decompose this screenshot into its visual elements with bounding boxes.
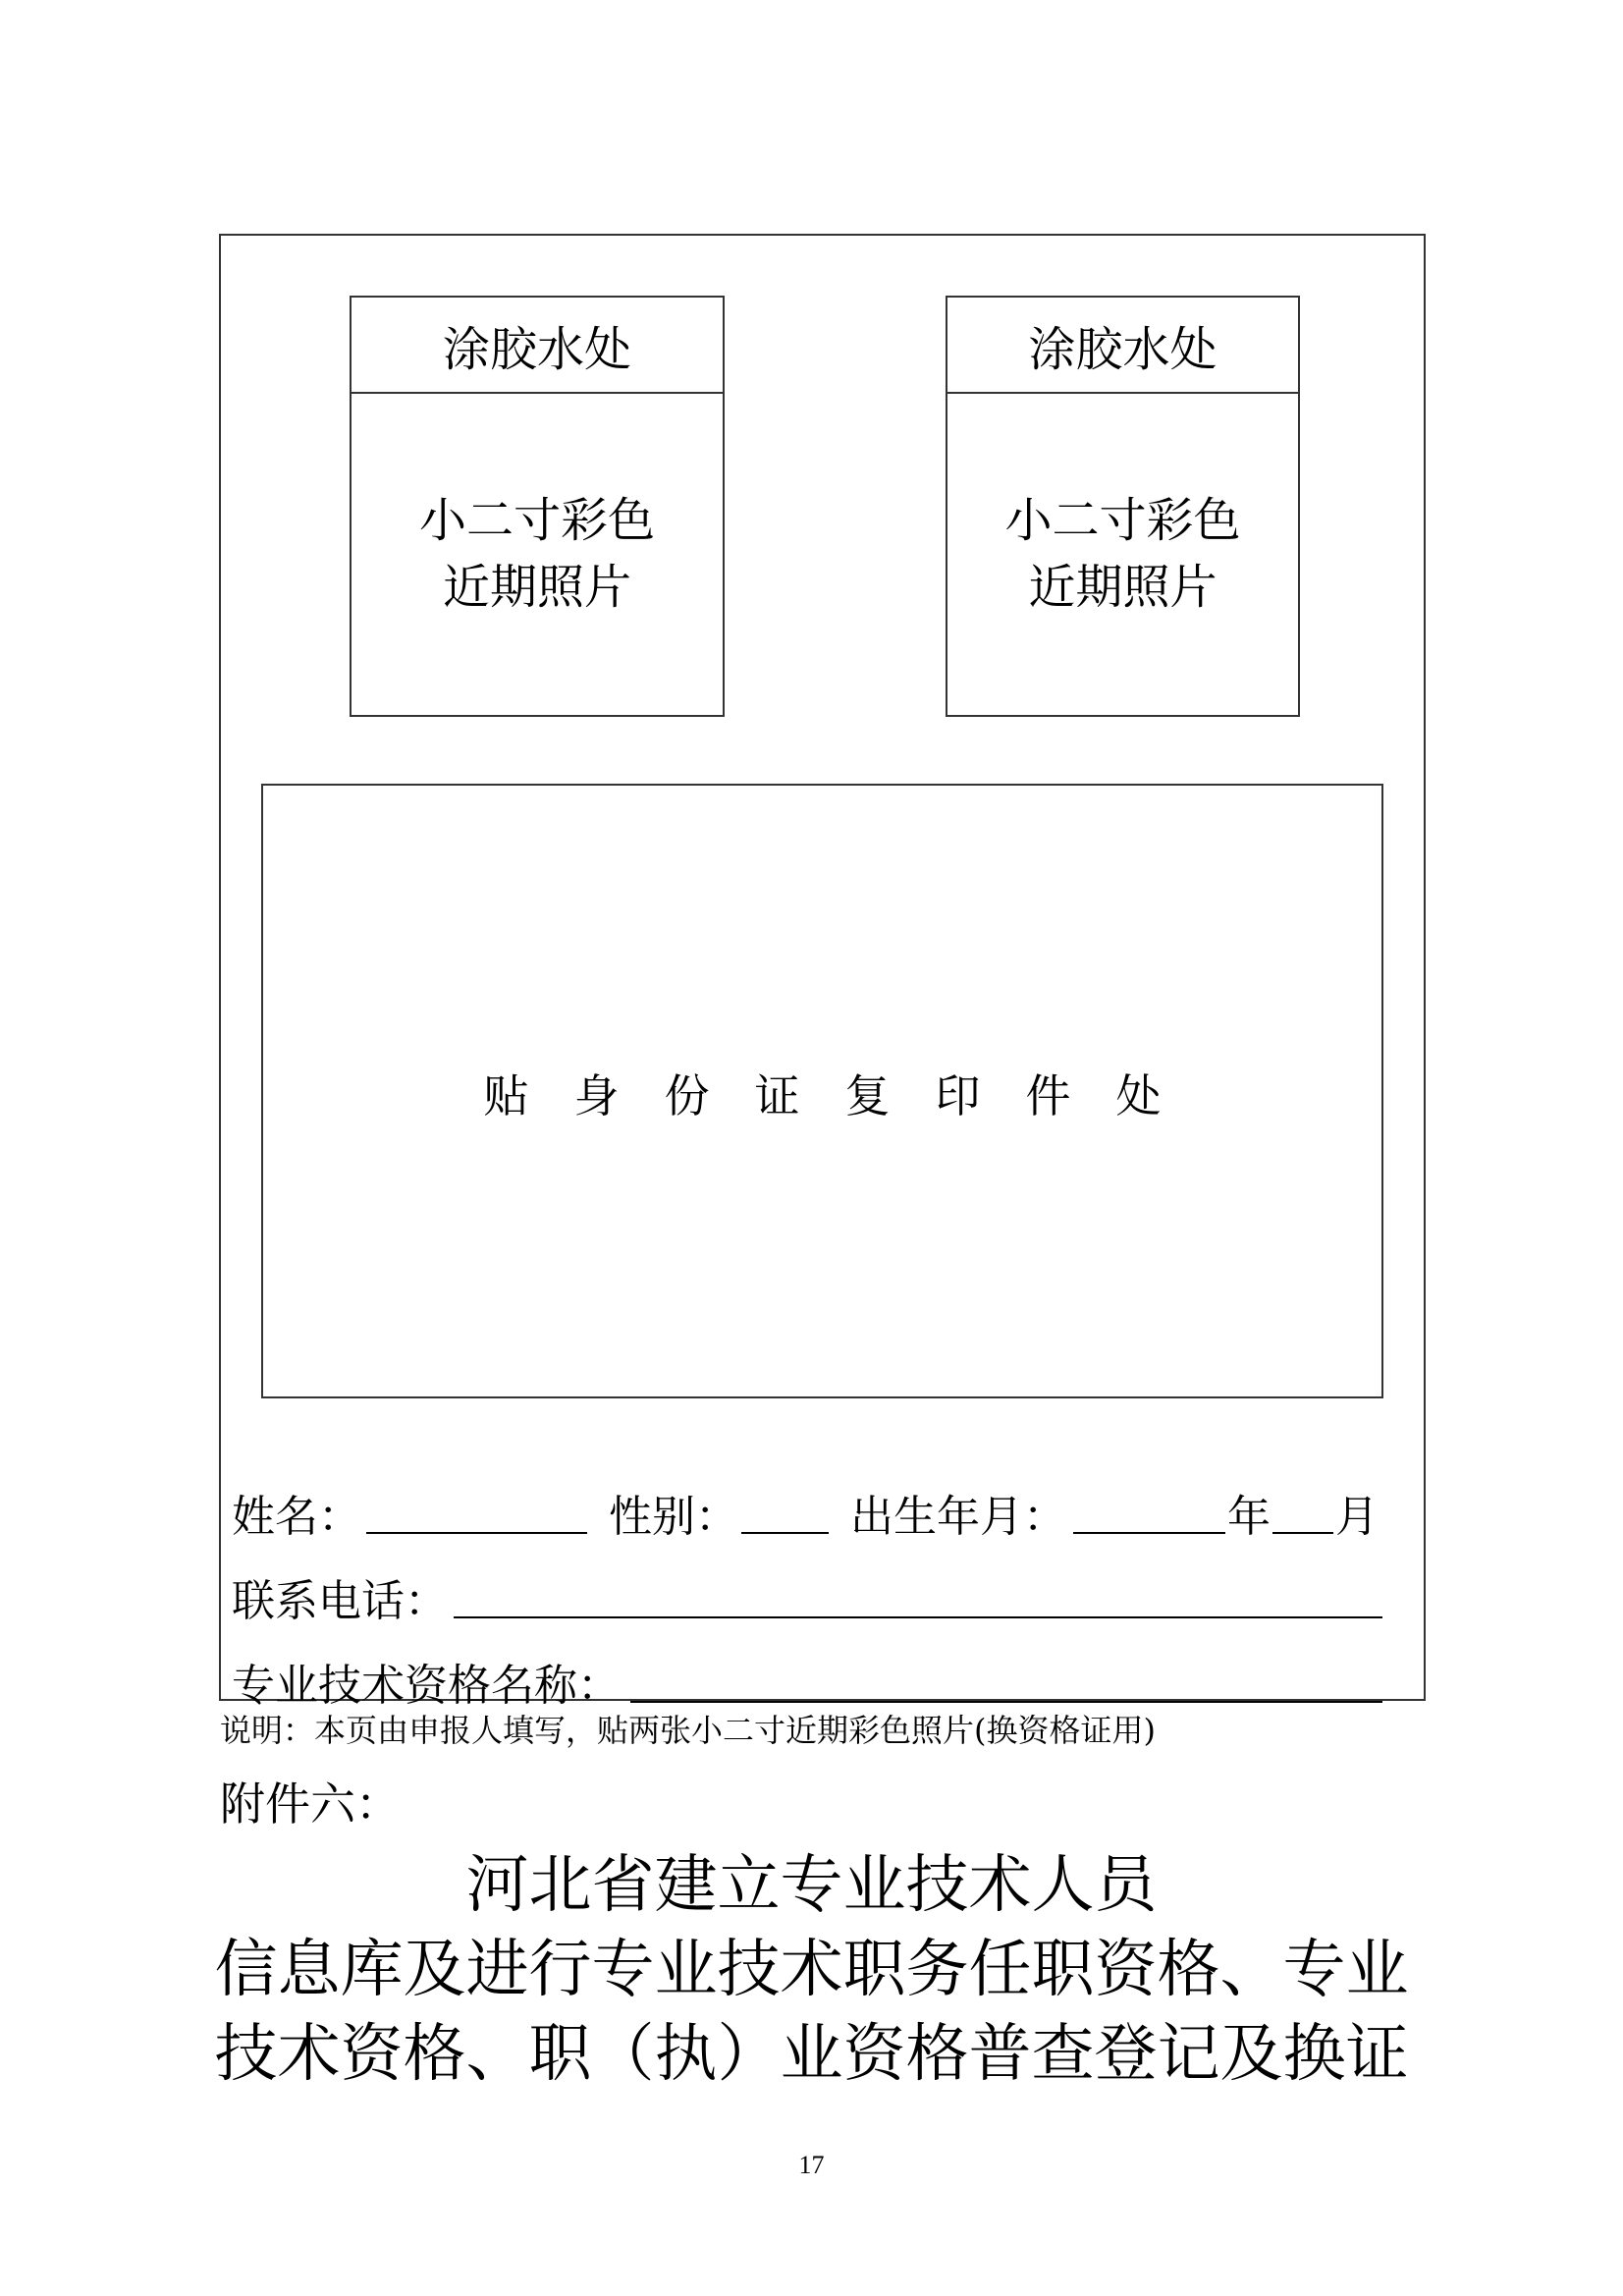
gender-input-line[interactable] — [741, 1532, 829, 1534]
instruction-note: 说明：本页由申报人填写，贴两张小二寸近期彩色照片(换资格证用) — [220, 1712, 1156, 1749]
name-input-line[interactable] — [366, 1532, 587, 1534]
photo-spec — [352, 392, 723, 715]
phone-input-line[interactable] — [454, 1616, 1382, 1618]
year-label: 年 — [1227, 1492, 1271, 1542]
qualification-label: 专业技术资格名称： — [232, 1661, 621, 1711]
photo-spec-line1: 小二寸彩色 — [418, 492, 655, 548]
gender-label: 性别： — [609, 1492, 738, 1542]
qualification-input-line[interactable] — [630, 1701, 1382, 1703]
birth-label: 出生年月： — [850, 1492, 1066, 1542]
attachment-label: 附件六： — [220, 1777, 401, 1831]
document-title-line2: 信息库及进行专业技术职务任职资格、专业 — [214, 1934, 1409, 2006]
photo-box-left — [350, 296, 725, 717]
document-title-line1: 河北省建立专业技术人员 — [465, 1849, 1158, 1922]
name-label: 姓名： — [232, 1492, 361, 1542]
page-number: 17 — [798, 2151, 825, 2179]
photo-box-right — [946, 296, 1300, 717]
month-label: 月 — [1335, 1492, 1379, 1542]
id-copy-box — [261, 784, 1383, 1398]
photo-spec-line2: 近期照片 — [1028, 559, 1217, 615]
phone-label: 联系电话： — [232, 1576, 448, 1626]
document-title-line3: 技术资格、职（执）业资格普查登记及换证 — [214, 2018, 1409, 2091]
birth-month-input-line[interactable] — [1272, 1532, 1333, 1534]
photo-spec-line2: 近期照片 — [442, 559, 631, 615]
photo-spec-line1: 小二寸彩色 — [1004, 492, 1241, 548]
glue-area-label: 涂胶水处 — [947, 298, 1298, 394]
birth-year-input-line[interactable] — [1073, 1532, 1225, 1534]
id-copy-label: 贴身份证复印件处 — [483, 1069, 1207, 1122]
glue-area-label: 涂胶水处 — [352, 298, 723, 394]
photo-spec — [947, 392, 1298, 715]
